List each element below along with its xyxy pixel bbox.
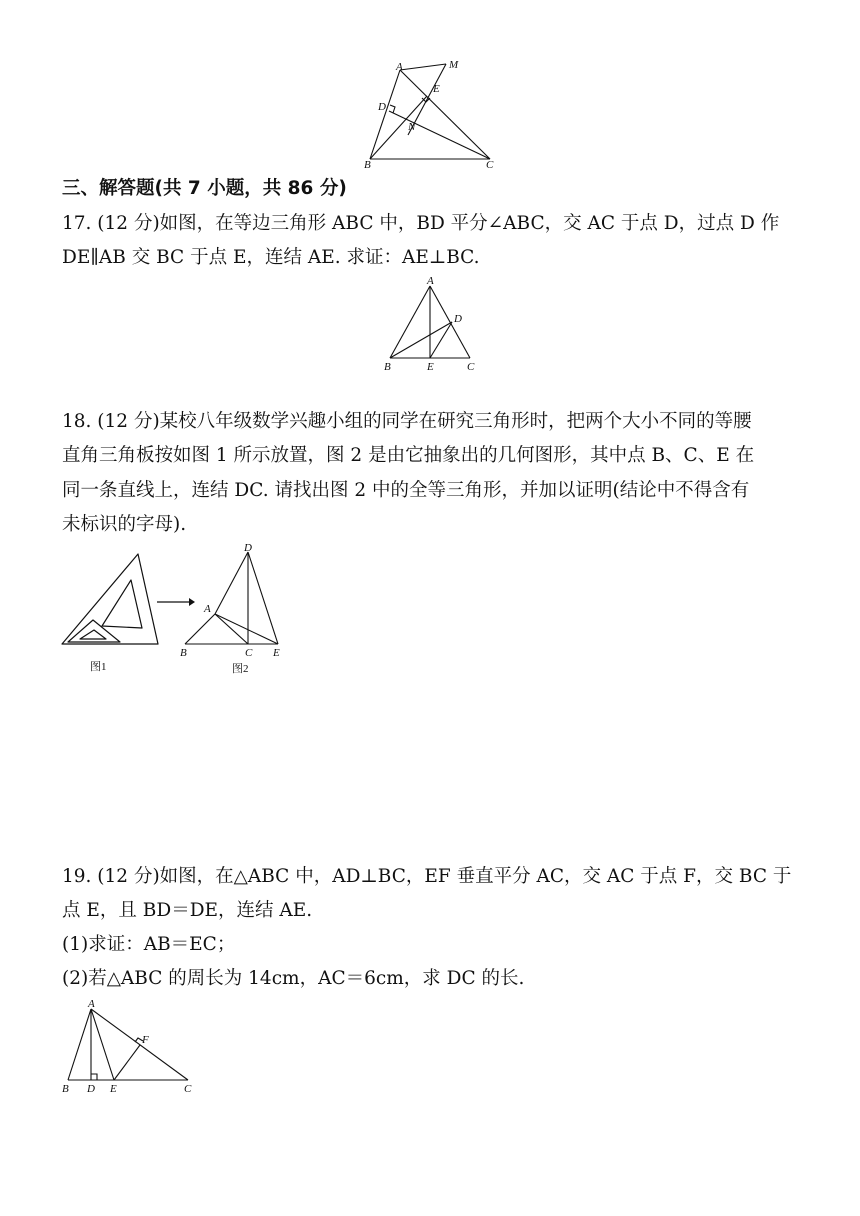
problem-17-line-2: DE∥AB 交 BC 于点 E，连结 AE. 求证：AE⊥BC. (62, 247, 480, 268)
label-a: A (204, 603, 211, 615)
label-c: C (467, 361, 475, 373)
figure-19 (58, 998, 198, 1096)
caption-figure-2: 图2 (232, 663, 249, 675)
label-f: F (142, 1034, 149, 1046)
label-d: D (87, 1083, 95, 1095)
problem-19-line-2: 点 E，且 BD＝DE，连结 AE. (62, 900, 313, 921)
label-b: B (364, 159, 371, 170)
label-d: D (454, 313, 462, 325)
label-a: A (396, 61, 403, 73)
problem-19-line-4: (2)若△ABC 的周长为 14cm，AC＝6cm，求 DC 的长. (62, 968, 525, 989)
problem-18-line-4: 未标识的字母). (62, 514, 187, 535)
label-e: E (433, 83, 440, 95)
label-e: E (427, 361, 434, 373)
label-n: N (408, 121, 416, 133)
label-m: M (449, 59, 459, 71)
problem-17-line-1: 17. (12 分)如图，在等边三角形 ABC 中，BD 平分∠ABC，交 AC 于点 D，过点 D 作 (62, 213, 780, 234)
label-a: A (88, 998, 95, 1010)
label-a: A (427, 275, 434, 287)
label-b: B (62, 1083, 69, 1095)
figure-18-1 (58, 548, 163, 678)
problem-18-line-2: 直角三角板按如图 1 所示放置，图 2 是由它抽象出的几何图形，其中点 B、C、E 在 (62, 445, 755, 466)
problem-18-line-3: 同一条直线上，连结 DC. 请找出图 2 中的全等三角形，并加以证明(结论中不得含有 (62, 480, 750, 501)
label-d: D (244, 542, 252, 554)
figure-top (360, 58, 500, 170)
label-e: E (273, 647, 280, 659)
problem-19-line-3: (1)求证：AB＝EC； (62, 934, 236, 955)
section-heading: 三、解答题(共 7 小题，共 86 分) (62, 178, 347, 199)
label-d: D (378, 101, 386, 113)
caption-figure-1: 图1 (90, 661, 107, 673)
label-b: B (384, 361, 391, 373)
label-c: C (486, 159, 494, 170)
problem-19-line-1: 19. (12 分)如图，在△ABC 中，AD⊥BC，EF 垂直平分 AC，交 AC 于点 F，交 BC 于 (62, 866, 792, 887)
label-e: E (110, 1083, 117, 1095)
problem-18-line-1: 18. (12 分)某校八年级数学兴趣小组的同学在研究三角形时，把两个大小不同的等腰 (62, 411, 752, 432)
label-b: B (180, 647, 187, 659)
label-c: C (184, 1083, 192, 1095)
label-c: C (245, 647, 253, 659)
figure-18-2 (175, 540, 290, 678)
figure-17 (380, 274, 490, 376)
